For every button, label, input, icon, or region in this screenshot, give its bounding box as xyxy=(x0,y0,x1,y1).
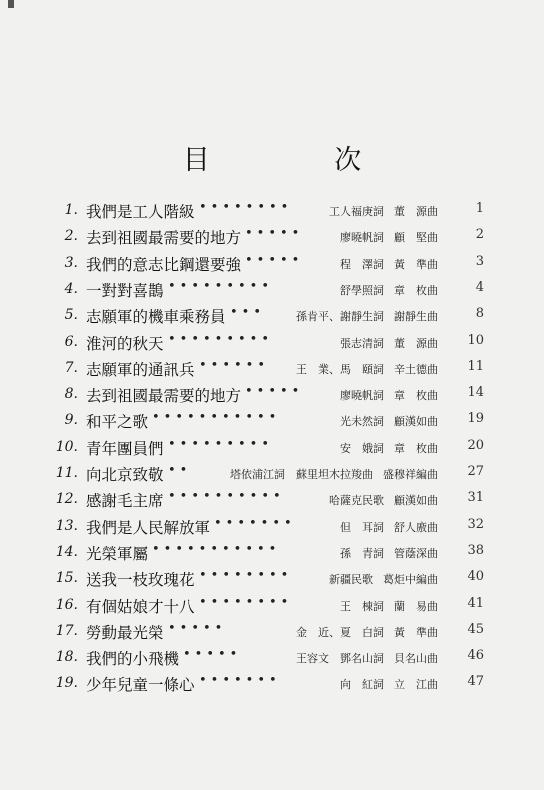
credits xyxy=(329,492,438,508)
credits xyxy=(340,598,438,614)
composer: 顧 堅曲 xyxy=(394,231,438,245)
toc-entry xyxy=(0,619,544,645)
toc-entry xyxy=(0,198,544,224)
leader-dots: •• xyxy=(168,463,192,478)
leader-dots: ••••••• xyxy=(214,515,296,531)
lyricist: 王 業、馬 頤詞 xyxy=(296,362,384,376)
page-number: 11 xyxy=(467,358,484,374)
song-title: 有個姑娘才十八 xyxy=(86,597,195,616)
entry-number: 13. xyxy=(55,517,78,534)
entry-number: 6. xyxy=(64,333,78,350)
leader-dots: ••••••••• xyxy=(168,436,274,452)
lyricist: 王 棟詞 xyxy=(340,599,384,613)
toc-entry xyxy=(0,408,544,434)
toc-entry xyxy=(0,461,544,487)
composer: 蘭 易曲 xyxy=(394,599,438,613)
lyricist: 金 近、夏 白詞 xyxy=(296,625,384,639)
song-title: 向北京致敬 xyxy=(86,466,164,484)
entry-number: 7. xyxy=(64,359,78,376)
composer: 葛炬中編曲 xyxy=(383,573,438,587)
credits xyxy=(296,361,438,377)
page-number: 19 xyxy=(467,411,484,427)
page-number: 2 xyxy=(475,227,484,243)
leader-dots: ••• xyxy=(230,305,266,321)
entry-number: 9. xyxy=(64,412,78,429)
page-number: 38 xyxy=(467,542,484,558)
toc-entry xyxy=(0,487,544,513)
page-title: 目 次 xyxy=(182,145,420,176)
lyricist: 新疆民歌 xyxy=(329,573,373,587)
toc-entry xyxy=(0,540,544,566)
lyricist: 張志清詞 xyxy=(340,336,384,350)
lyricist: 廖曉帆詞 xyxy=(340,389,384,403)
entry-number: 8. xyxy=(64,386,78,403)
toc-entry xyxy=(0,514,544,540)
leader-dots: ••••• xyxy=(245,384,304,400)
song-title: 送我一枝玫瑰花 xyxy=(86,571,195,590)
song-title: 和平之歌 xyxy=(86,413,149,432)
page-number: 41 xyxy=(467,595,484,611)
lyricist: 舒學照詞 xyxy=(340,283,384,297)
toc-entry xyxy=(0,224,544,250)
credits xyxy=(340,387,438,403)
toc-entry xyxy=(0,303,544,329)
leader-dots: ••••• xyxy=(183,647,242,663)
entry-number: 1. xyxy=(64,202,78,218)
leader-dots: ••••• xyxy=(168,620,227,636)
lyricist: 工人福庚詞 xyxy=(329,205,384,218)
composer: 辛土德曲 xyxy=(394,362,438,376)
leader-dots: •••••••• xyxy=(199,200,293,215)
toc-entry xyxy=(0,382,544,408)
corner-mark xyxy=(8,0,14,8)
toc-entry xyxy=(0,435,544,461)
entry-number: 12. xyxy=(55,491,78,508)
song-title: 我們是工人階級 xyxy=(86,203,195,221)
lyricist: 哈薩克民歌 xyxy=(329,494,384,508)
composer: 貝名山曲 xyxy=(394,652,438,666)
composer: 舒人廒曲 xyxy=(394,520,438,534)
page-number: 1 xyxy=(475,201,484,216)
composer: 顧漢如曲 xyxy=(394,494,438,508)
song-title: 一對對喜鵲 xyxy=(86,281,164,300)
entry-number: 17. xyxy=(55,622,78,639)
song-title: 去到祖國最需要的地方 xyxy=(86,387,242,406)
song-title: 志願軍的機車乘務員 xyxy=(86,308,226,327)
entry-number: 11. xyxy=(55,465,78,481)
composer: 立 江曲 xyxy=(394,678,438,692)
page-number: 32 xyxy=(467,516,484,532)
entry-number: 19. xyxy=(55,675,78,692)
song-title: 我們是人民解放軍 xyxy=(86,518,211,537)
toc-entry xyxy=(0,251,544,277)
composer: 章 枚曲 xyxy=(394,389,438,403)
lyricist: 孫肯平、謝靜生詞 xyxy=(296,310,384,324)
song-title: 我們的小飛機 xyxy=(86,650,180,669)
entry-number: 14. xyxy=(55,543,78,560)
song-title: 感謝毛主席 xyxy=(86,492,164,511)
composer: 章 枚曲 xyxy=(394,441,438,455)
page-number: 10 xyxy=(467,332,484,348)
page-number: 14 xyxy=(467,385,484,401)
song-title: 光榮軍屬 xyxy=(86,544,149,563)
lyricist: 王容文 鄧名山詞 xyxy=(296,652,384,666)
toc-entry xyxy=(0,566,544,592)
leader-dots: ••••••••••• xyxy=(152,541,281,557)
toc-entry xyxy=(0,356,544,382)
song-title: 淮河的秋天 xyxy=(86,334,164,353)
lyricist: 向 紅詞 xyxy=(340,678,384,692)
entry-number: 10. xyxy=(55,438,78,455)
song-title: 少年兒童一條心 xyxy=(86,676,195,695)
song-title: 勞動最光榮 xyxy=(86,623,164,642)
leader-dots: •••••••• xyxy=(199,594,293,610)
credits xyxy=(340,282,438,298)
toc-entry xyxy=(0,593,544,619)
composer: 謝靜生曲 xyxy=(394,310,438,324)
lyricist: 程 澤詞 xyxy=(340,257,384,271)
page-number: 31 xyxy=(467,490,484,506)
entry-number: 15. xyxy=(55,570,78,587)
lyricist: 孫 青詞 xyxy=(340,546,384,560)
page-number: 20 xyxy=(467,437,484,453)
entry-number: 5. xyxy=(64,307,78,324)
toc-entry xyxy=(0,330,544,356)
credits xyxy=(340,519,438,535)
composer: 董 源曲 xyxy=(394,205,438,218)
entry-number: 16. xyxy=(55,596,78,613)
composer: 黃 準曲 xyxy=(394,257,438,271)
song-title: 去到祖國最需要的地方 xyxy=(86,229,242,248)
entry-number: 18. xyxy=(55,649,78,666)
toc-entry xyxy=(0,277,544,303)
entry-number: 2. xyxy=(64,228,78,245)
page-number: 47 xyxy=(467,674,484,690)
page-number: 8 xyxy=(475,306,484,322)
toc-entry xyxy=(0,645,544,671)
composer: 董 源曲 xyxy=(394,336,438,350)
page-number: 40 xyxy=(467,569,484,585)
lyricist: 光未然詞 xyxy=(340,415,384,429)
lyricist: 安 娥詞 xyxy=(340,441,384,455)
page-number: 27 xyxy=(467,464,484,479)
composer: 章 枚曲 xyxy=(394,283,438,297)
leader-dots: •••••• xyxy=(199,357,270,373)
composer: 盛穆祥編曲 xyxy=(383,468,438,481)
entry-number: 4. xyxy=(64,280,78,297)
leader-dots: ••••••• xyxy=(199,673,281,689)
song-title: 青年團員們 xyxy=(86,439,164,458)
lyricist: 但 耳詞 xyxy=(340,520,384,534)
toc-entry xyxy=(0,671,544,697)
composer: 黃 準曲 xyxy=(394,625,438,639)
leader-dots: •••••••• xyxy=(199,568,293,584)
page-number: 45 xyxy=(467,621,484,637)
page-number: 3 xyxy=(475,253,484,269)
entry-number: 3. xyxy=(64,254,78,271)
credits xyxy=(329,571,438,587)
leader-dots: ••••• xyxy=(245,226,304,242)
credits xyxy=(340,229,438,245)
lyricist: 塔依浦江詞 蘇里坦木拉羧曲 xyxy=(230,468,373,481)
leader-dots: ••••• xyxy=(245,252,304,268)
credits xyxy=(340,545,438,561)
credits xyxy=(296,624,438,640)
page-number: 46 xyxy=(467,648,484,664)
credits xyxy=(340,256,438,272)
lyricist: 廖曉帆詞 xyxy=(340,231,384,245)
credits xyxy=(296,650,438,666)
leader-dots: •••••••••• xyxy=(168,489,285,505)
credits xyxy=(329,203,438,219)
composer: 管蔭深曲 xyxy=(394,546,438,560)
composer: 顧漢如曲 xyxy=(394,415,438,429)
credits xyxy=(296,308,438,324)
leader-dots: ••••••••• xyxy=(168,278,274,294)
leader-dots: ••••••••••• xyxy=(152,410,281,426)
credits xyxy=(340,335,438,351)
song-title: 我們的意志比鋼還要強 xyxy=(86,255,242,274)
credits xyxy=(340,413,438,429)
credits xyxy=(340,440,438,456)
credits xyxy=(340,676,438,692)
page-number: 4 xyxy=(475,279,484,295)
credits xyxy=(230,466,438,482)
song-title: 志願軍的通訊兵 xyxy=(86,360,195,379)
leader-dots: ••••••••• xyxy=(168,331,274,347)
